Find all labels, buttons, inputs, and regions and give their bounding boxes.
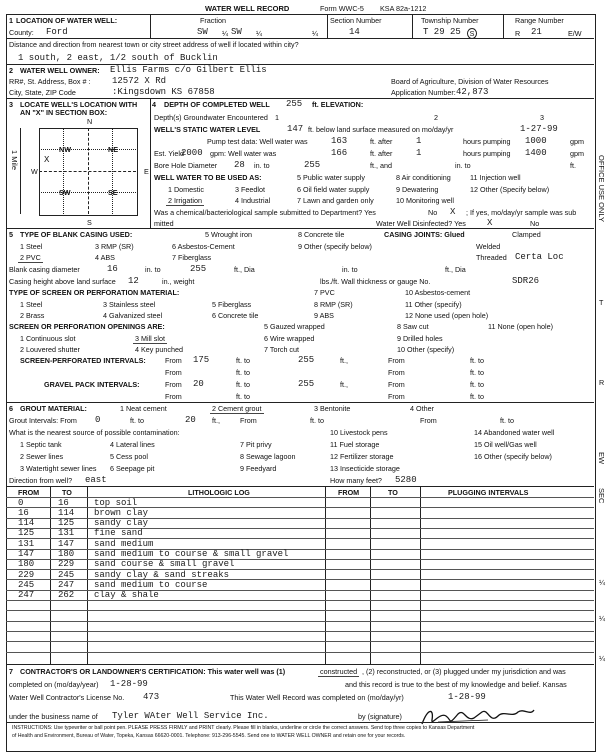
diameter-value: 16 — [107, 264, 118, 274]
static-suffix: ft. below land surface measured on mo/day/yr — [308, 125, 454, 134]
s5-num: 5 — [9, 230, 13, 239]
opening-9: 9 Drilled holes — [397, 334, 443, 343]
quadrant-se: SE — [108, 188, 118, 197]
grout-1: 1 Neat cement — [120, 404, 167, 413]
pump-after: ft. after — [370, 137, 393, 146]
log-row-desc: sand medium to course & small gravel — [94, 549, 289, 559]
screen-7: 7 PVC — [314, 288, 335, 297]
contam-11: 11 Fuel storage — [330, 440, 380, 449]
plug-from-header: FROM — [338, 488, 360, 497]
grout-3: 3 Bentonite — [314, 404, 351, 413]
spi-from-label-2: From — [388, 356, 405, 365]
screen-9: 9 ABS — [314, 311, 334, 320]
welded: Welded — [476, 242, 501, 251]
application-value: 42,873 — [456, 87, 489, 97]
use-4: 4 Industrial — [235, 196, 271, 205]
use-8: 8 Air conditioning — [396, 173, 451, 182]
gp-from-label-3: From — [165, 392, 182, 401]
side-t: T — [599, 298, 604, 307]
log-row-desc: fine sand — [94, 528, 143, 539]
county-value: Ford — [46, 27, 68, 37]
by-signature: by (signature) — [358, 712, 402, 721]
log-litho-header: LITHOLOGIC LOG — [188, 488, 250, 497]
use-5: 5 Public water supply — [297, 173, 365, 182]
direction-value: east — [85, 475, 107, 485]
casing-5: 5 Wrought iron — [205, 230, 253, 239]
application-label: Application Number: — [391, 88, 456, 97]
screen-1: 1 Steel — [20, 300, 43, 309]
screen-3: 3 Stainless steel — [103, 300, 156, 309]
spi-label: SCREEN-PERFORATED INTERVALS: — [20, 356, 146, 365]
contam-7: 7 Pit privy — [240, 440, 272, 449]
bore-and: ft., and — [370, 161, 392, 170]
s2-num: 2 — [9, 66, 13, 75]
side-q3: ¼ — [599, 654, 605, 663]
s7-num: 7 — [9, 667, 13, 676]
gp-from-label-2: From — [388, 380, 405, 389]
screen-2: 2 Brass — [20, 311, 45, 320]
screen-11: 11 Other (specify) — [405, 300, 462, 309]
disinfect-label: Water Well Disinfected? Yes — [376, 219, 466, 228]
opening-2: 2 Louvered shutter — [20, 345, 80, 354]
pump-gpm: 1000 — [525, 136, 547, 146]
use-3: 3 Feedlot — [235, 185, 265, 194]
rr-value: 12572 X Rd — [112, 76, 167, 86]
pump-hours: 1 — [416, 136, 422, 146]
log-row-to: 147 — [58, 538, 75, 549]
office-use-label: OFFICE USE ONLY — [597, 155, 606, 222]
contam-8: 8 Sewage lagoon — [240, 452, 296, 461]
log-row-from: 0 — [18, 497, 24, 508]
form-number: Form WWC-5 — [320, 4, 364, 13]
screen-12: 12 None used (open hole) — [405, 311, 489, 320]
screen-4: 4 Galvanized steel — [103, 311, 163, 320]
spi-to: 255 — [298, 355, 315, 365]
township-label: Township Number — [421, 16, 479, 25]
gp-from: 20 — [193, 379, 204, 389]
chem-no: No — [428, 208, 438, 217]
use-label: WELL WATER TO BE USED AS: — [154, 173, 262, 182]
completed-value: 1-28-99 — [110, 679, 148, 689]
use-9: 9 Dewatering — [396, 185, 439, 194]
casing-7: 7 Fiberglass — [172, 253, 212, 262]
casing-label: TYPE OF BLANK CASING USED: — [20, 230, 133, 239]
contam-14: 14 Abandoned water well — [474, 428, 555, 437]
business-label: under the business name of — [9, 712, 98, 721]
casing-9: 9 Other (specify below) — [298, 242, 372, 251]
contam-10: 10 Livestock pens — [330, 428, 388, 437]
log-row-from: 180 — [18, 559, 35, 570]
gp-to-label-2: ft. to — [470, 380, 484, 389]
township-value: T 29 25 — [423, 27, 461, 37]
spi-to-label-3: ft. to — [236, 368, 250, 377]
log-row-to: 131 — [58, 528, 75, 539]
cert-constructed: constructed — [320, 667, 358, 676]
s1-label: LOCATION OF WATER WELL: — [16, 16, 118, 25]
cert-line-1b: , (2) reconstructed, or (3) plugged under my jurisdiction and was — [362, 667, 566, 676]
contam-9: 9 Feedyard — [240, 464, 277, 473]
opening-8: 8 Saw cut — [397, 322, 429, 331]
casing-2-selected: 2 PVC — [20, 253, 41, 262]
city-value: :Kingsdown KS 67858 — [112, 87, 215, 97]
yield-label: Est. Yield — [154, 149, 184, 158]
log-row-to: 180 — [58, 549, 75, 559]
joints-label: CASING JOINTS: Glued — [384, 230, 465, 239]
yield-gpm: 1400 — [525, 148, 547, 158]
spi-to-label: ft. to — [236, 356, 250, 365]
plug-header: PLUGGING INTERVALS — [448, 488, 529, 497]
gpm-1: gpm — [570, 137, 584, 146]
grout-ft: ft., — [212, 416, 220, 425]
yield-hours-label: hours pumping — [463, 149, 511, 158]
grout-2-selected: 2 Cement grout — [212, 404, 262, 413]
log-row-desc: clay & shale — [94, 590, 159, 601]
spi-ft: ft., — [340, 356, 348, 365]
gp-to-label-3: ft. to — [236, 392, 250, 401]
bore-in: in. to — [254, 161, 270, 170]
county-label: County: — [9, 28, 34, 37]
contam-16: 16 Other (specify below) — [474, 452, 552, 461]
compass-w: W — [31, 167, 38, 176]
gauge-value: SDR26 — [512, 276, 540, 286]
log-row-to: 16 — [58, 497, 69, 508]
screen-6: 6 Concrete tile — [212, 311, 259, 320]
static-value: 147 — [287, 124, 304, 134]
opening-3-selected: 3 Mill slot — [135, 334, 165, 343]
yield-after: ft. after — [370, 149, 393, 158]
casing-1: 1 Steel — [20, 242, 43, 251]
log-row-to: 125 — [58, 518, 75, 529]
contam-12: 12 Fertilizer storage — [330, 452, 394, 461]
spi-to-label-2: ft. to — [470, 356, 484, 365]
fraction-2: SW — [231, 27, 242, 37]
screen-label: TYPE OF SCREEN OR PERFORATION MATERIAL: — [9, 288, 180, 297]
yield-value: 2000 — [181, 148, 203, 158]
screen-10: 10 Asbestos-cement — [405, 288, 471, 297]
groundwater-label: Depth(s) Groundwater Encountered — [154, 113, 268, 122]
s3-label-2: AN "X" IN SECTION BOX: — [20, 108, 108, 117]
gw-2: 2 — [434, 113, 438, 122]
compass-e: E — [144, 167, 149, 176]
gp-from-label: From — [165, 380, 182, 389]
disinfect-no: No — [530, 219, 540, 228]
contam-3: 3 Watertight sewer lines — [20, 464, 97, 473]
bore-ft-2: ft. — [570, 161, 576, 170]
casing-4: 4 ABS — [95, 253, 115, 262]
owner-label: WATER WELL OWNER: — [20, 66, 100, 75]
gp-label: GRAVEL PACK INTERVALS: — [44, 380, 140, 389]
range-r: R — [515, 29, 521, 38]
yield-hours: 1 — [416, 148, 422, 158]
casing-6: 6 Asbestos-Cement — [172, 242, 235, 251]
quadrant-nw: NW — [59, 145, 71, 154]
log-row-desc: sandy clay & sand streaks — [94, 569, 230, 580]
casing-3: 3 RMP (SR) — [95, 242, 134, 251]
city-label: City, State, ZIP Code — [9, 88, 76, 97]
gpm-2: gpm — [570, 149, 584, 158]
quadrant-ne: NE — [108, 145, 118, 154]
business-value: Tyler WAter Well Service Inc. — [112, 711, 269, 721]
pump-ft: 163 — [331, 136, 348, 146]
use-10: 10 Monitoring well — [396, 196, 454, 205]
opening-11: 11 None (open hole) — [488, 322, 553, 331]
diameter-dia-2: ft., Dia — [445, 265, 466, 274]
license-label: Water Well Contractor's License No. — [9, 693, 125, 702]
quadrant-sw: SW — [59, 188, 71, 197]
opening-1: 1 Continuous slot — [20, 334, 76, 343]
side-q1: ¼ — [599, 578, 605, 587]
fraction-1: SW — [197, 27, 208, 37]
diameter-in: in. to — [145, 265, 161, 274]
use-11: 11 Injection well — [470, 173, 521, 182]
fraction-label: Fraction — [200, 16, 226, 25]
mitted: mitted — [154, 219, 174, 228]
log-row-to: 114 — [58, 507, 75, 518]
pump-hours-label: hours pumping — [463, 137, 511, 146]
form-title: WATER WELL RECORD — [205, 4, 290, 13]
opening-4: 4 Key punched — [135, 345, 183, 354]
compass-n: N — [87, 117, 93, 126]
clamped: Clamped — [512, 230, 541, 239]
static-label: WELL'S STATIC WATER LEVEL — [154, 125, 261, 134]
contam-2: 2 Sewer lines — [20, 452, 64, 461]
height-mid: in., weight — [162, 277, 195, 286]
chem-tail: ; If yes, mo/day/yr sample was sub — [466, 208, 577, 217]
rr-label: RR#, St. Address, Box # : — [9, 77, 91, 86]
contam-4: 4 Lateral lines — [110, 440, 155, 449]
log-row-from: 247 — [18, 590, 35, 601]
s3-num: 3 — [9, 100, 13, 109]
bore-value: 28 — [234, 160, 245, 170]
s1-num: 1 — [9, 16, 13, 25]
log-row-desc: sand medium — [94, 538, 154, 549]
log-row-to: 245 — [58, 569, 75, 580]
log-row-desc: brown clay — [94, 507, 149, 518]
log-row-from: 147 — [18, 549, 35, 559]
grout-from: 0 — [95, 415, 101, 425]
s6-num: 6 — [9, 404, 13, 413]
contam-label: What is the nearest source of possible contamination: — [9, 428, 180, 437]
log-from-header: FROM — [18, 488, 40, 497]
yield-mid: gpm: Well water was — [210, 149, 277, 158]
bore-ft: 255 — [304, 160, 321, 170]
location-x-mark: X — [44, 155, 50, 165]
grout-to-label-3: ft. to — [500, 416, 514, 425]
ksa-ref: KSA 82a-1212 — [380, 4, 427, 13]
log-row-from: 131 — [18, 538, 35, 549]
owner-value: Ellis Farms c/o Gilbert Ellis — [110, 65, 267, 75]
spi-from-label: From — [165, 356, 182, 365]
opening-7: 7 Torch cut — [264, 345, 300, 354]
disinfect-x: X — [487, 218, 493, 228]
pump-label: Pump test data: Well water was — [207, 137, 308, 146]
gp-ft: ft., — [340, 380, 348, 389]
spi-from-label-4: From — [388, 368, 405, 377]
gp-to: 255 — [298, 379, 315, 389]
s4-num: 4 — [152, 100, 156, 109]
mile-label: 1 Mile — [10, 150, 19, 171]
contam-5: 5 Cess pool — [110, 452, 148, 461]
contam-6: 6 Seepage pit — [110, 464, 155, 473]
grout-label: GROUT MATERIAL: — [20, 404, 87, 413]
feet-value: 5280 — [395, 475, 417, 485]
yield-ft: 166 — [331, 148, 348, 158]
chem-x: X — [450, 207, 456, 217]
instructions-1: INSTRUCTIONS: Use typewriter or ball point pen. PLEASE PRESS FIRMLY and PRINT clearly. Please fill in blanks, underline or circle the correct answers. Send top three copies to Kansas Department — [12, 725, 475, 731]
log-row-desc: sand course & small gravel — [94, 559, 235, 570]
side-q2: ¼ — [599, 614, 605, 623]
log-row-from: 16 — [18, 507, 29, 518]
chem-label: Was a chemical/bacteriological sample submitted to Department? Yes — [154, 208, 376, 217]
screen-5: 5 Fiberglass — [212, 300, 252, 309]
plug-to-header: TO — [388, 488, 398, 497]
side-sec: SEC — [597, 488, 606, 504]
range-ew: E/W — [568, 29, 582, 38]
log-row-from: 125 — [18, 528, 35, 539]
feet-label: How many feet? — [330, 476, 382, 485]
direction-label: Direction from well? — [9, 476, 73, 485]
contam-13: 13 Insecticide storage — [330, 464, 400, 473]
spi-from: 175 — [193, 355, 210, 365]
opening-10: 10 Other (specify) — [397, 345, 455, 354]
range-value: 21 — [531, 27, 542, 37]
log-to-header: TO — [62, 488, 72, 497]
use-1: 1 Domestic — [168, 185, 204, 194]
ns-circle: S — [467, 28, 477, 39]
diameter-label: Blank casing diameter — [9, 265, 80, 274]
use-2-selected: 2 Irrigation — [168, 196, 202, 205]
openings-label: SCREEN OR PERFORATION OPENINGS ARE: — [9, 322, 165, 331]
grout-4: 4 Other — [410, 404, 434, 413]
log-row-from: 114 — [18, 518, 35, 529]
elevation-label: ft. ELEVATION: — [312, 100, 364, 109]
gw-1: 1 — [275, 113, 279, 122]
quarter-3: ¼ — [312, 29, 318, 38]
gp-to-label-4: ft. to — [470, 392, 484, 401]
log-row-from: 245 — [18, 579, 35, 590]
threaded-value: Certa Loc — [515, 252, 564, 262]
license-mid: This Water Well Record was completed on (mo/day/yr) — [230, 693, 404, 702]
instructions-2: of Health and Environment, Bureau of Water, Topeka, Kansas 66620-0001. Telephone: 913-296-5545. Send one to WATER WELL OWNER and retain one for your records. — [12, 733, 406, 739]
grout-to-label: ft. to — [130, 416, 144, 425]
use-12: 12 Other (Specify below) — [470, 185, 550, 194]
height-value: 12 — [128, 276, 139, 286]
license-value: 473 — [143, 692, 160, 702]
s3-label-1: LOCATE WELL'S LOCATION WITH — [20, 100, 138, 109]
side-ew: EW — [597, 452, 606, 465]
casing-8: 8 Concrete tile — [298, 230, 345, 239]
use-7: 7 Lawn and garden only — [297, 196, 374, 205]
bore-in-2: in. to — [455, 161, 471, 170]
log-row-desc: sandy clay — [94, 518, 149, 529]
static-date: 1-27-99 — [520, 124, 558, 134]
bore-label: Bore Hole Diameter — [154, 161, 218, 170]
side-r: R — [599, 378, 605, 387]
grout-from-label-2: From — [240, 416, 257, 425]
completed-label: completed on (mo/day/year) — [9, 680, 99, 689]
license-date: 1-28-99 — [448, 692, 486, 702]
height-label: Casing height above land surface — [9, 277, 116, 286]
grout-from-label-3: From — [420, 416, 437, 425]
grout-intervals-label: Grout Intervals: From — [9, 416, 77, 425]
depth-label: DEPTH OF COMPLETED WELL — [164, 100, 270, 109]
contam-1: 1 Septic tank — [20, 440, 62, 449]
spi-from-label-3: From — [165, 368, 182, 377]
gp-from-label-4: From — [388, 392, 405, 401]
range-label: Range Number — [515, 16, 564, 25]
quarter-1: ¼ — [222, 29, 228, 38]
height-lbs: lbs./ft. Wall thickness or gauge No. — [320, 277, 431, 286]
use-6: 6 Oil field water supply — [297, 185, 370, 194]
distance-value: 1 south, 2 east, 1/2 south of Bucklin — [18, 53, 218, 63]
diameter-ft: 255 — [190, 264, 207, 274]
spi-to-label-4: ft. to — [470, 368, 484, 377]
diameter-in-2: in. to — [342, 265, 358, 274]
compass-s: S — [87, 218, 92, 227]
log-row-from: 229 — [18, 569, 35, 580]
log-row-to: 229 — [58, 559, 75, 570]
log-row-desc: top soil — [94, 497, 138, 508]
diameter-dia: ft., Dia — [234, 265, 255, 274]
opening-5: 5 Gauzed wrapped — [264, 322, 325, 331]
board-label: Board of Agriculture, Division of Water Resources — [391, 77, 549, 86]
log-row-to: 247 — [58, 579, 75, 590]
contam-15: 15 Oil well/Gas well — [474, 440, 537, 449]
depth-value: 255 — [286, 99, 303, 109]
quarter-2: ¼ — [256, 29, 262, 38]
completed-tail: and this record is true to the best of my knowledge and belief. Kansas — [345, 680, 567, 689]
gp-to-label: ft. to — [236, 380, 250, 389]
log-row-desc: sand medium to course — [94, 579, 208, 590]
opening-6: 6 Wire wrapped — [264, 334, 315, 343]
distance-label: Distance and direction from nearest town or city street address of well if located within city? — [9, 40, 299, 49]
threaded: Threaded — [476, 253, 507, 262]
cert-line-1: CONTRACTOR'S OR LANDOWNER'S CERTIFICATION: This water well was (1) — [20, 667, 286, 676]
grout-to: 20 — [185, 415, 196, 425]
section-value: 14 — [349, 27, 360, 37]
section-label: Section Number — [330, 16, 382, 25]
screen-8: 8 RMP (SR) — [314, 300, 353, 309]
grout-to-label-2: ft. to — [310, 416, 324, 425]
log-row-to: 262 — [58, 590, 75, 601]
gw-3: 3 — [540, 113, 544, 122]
